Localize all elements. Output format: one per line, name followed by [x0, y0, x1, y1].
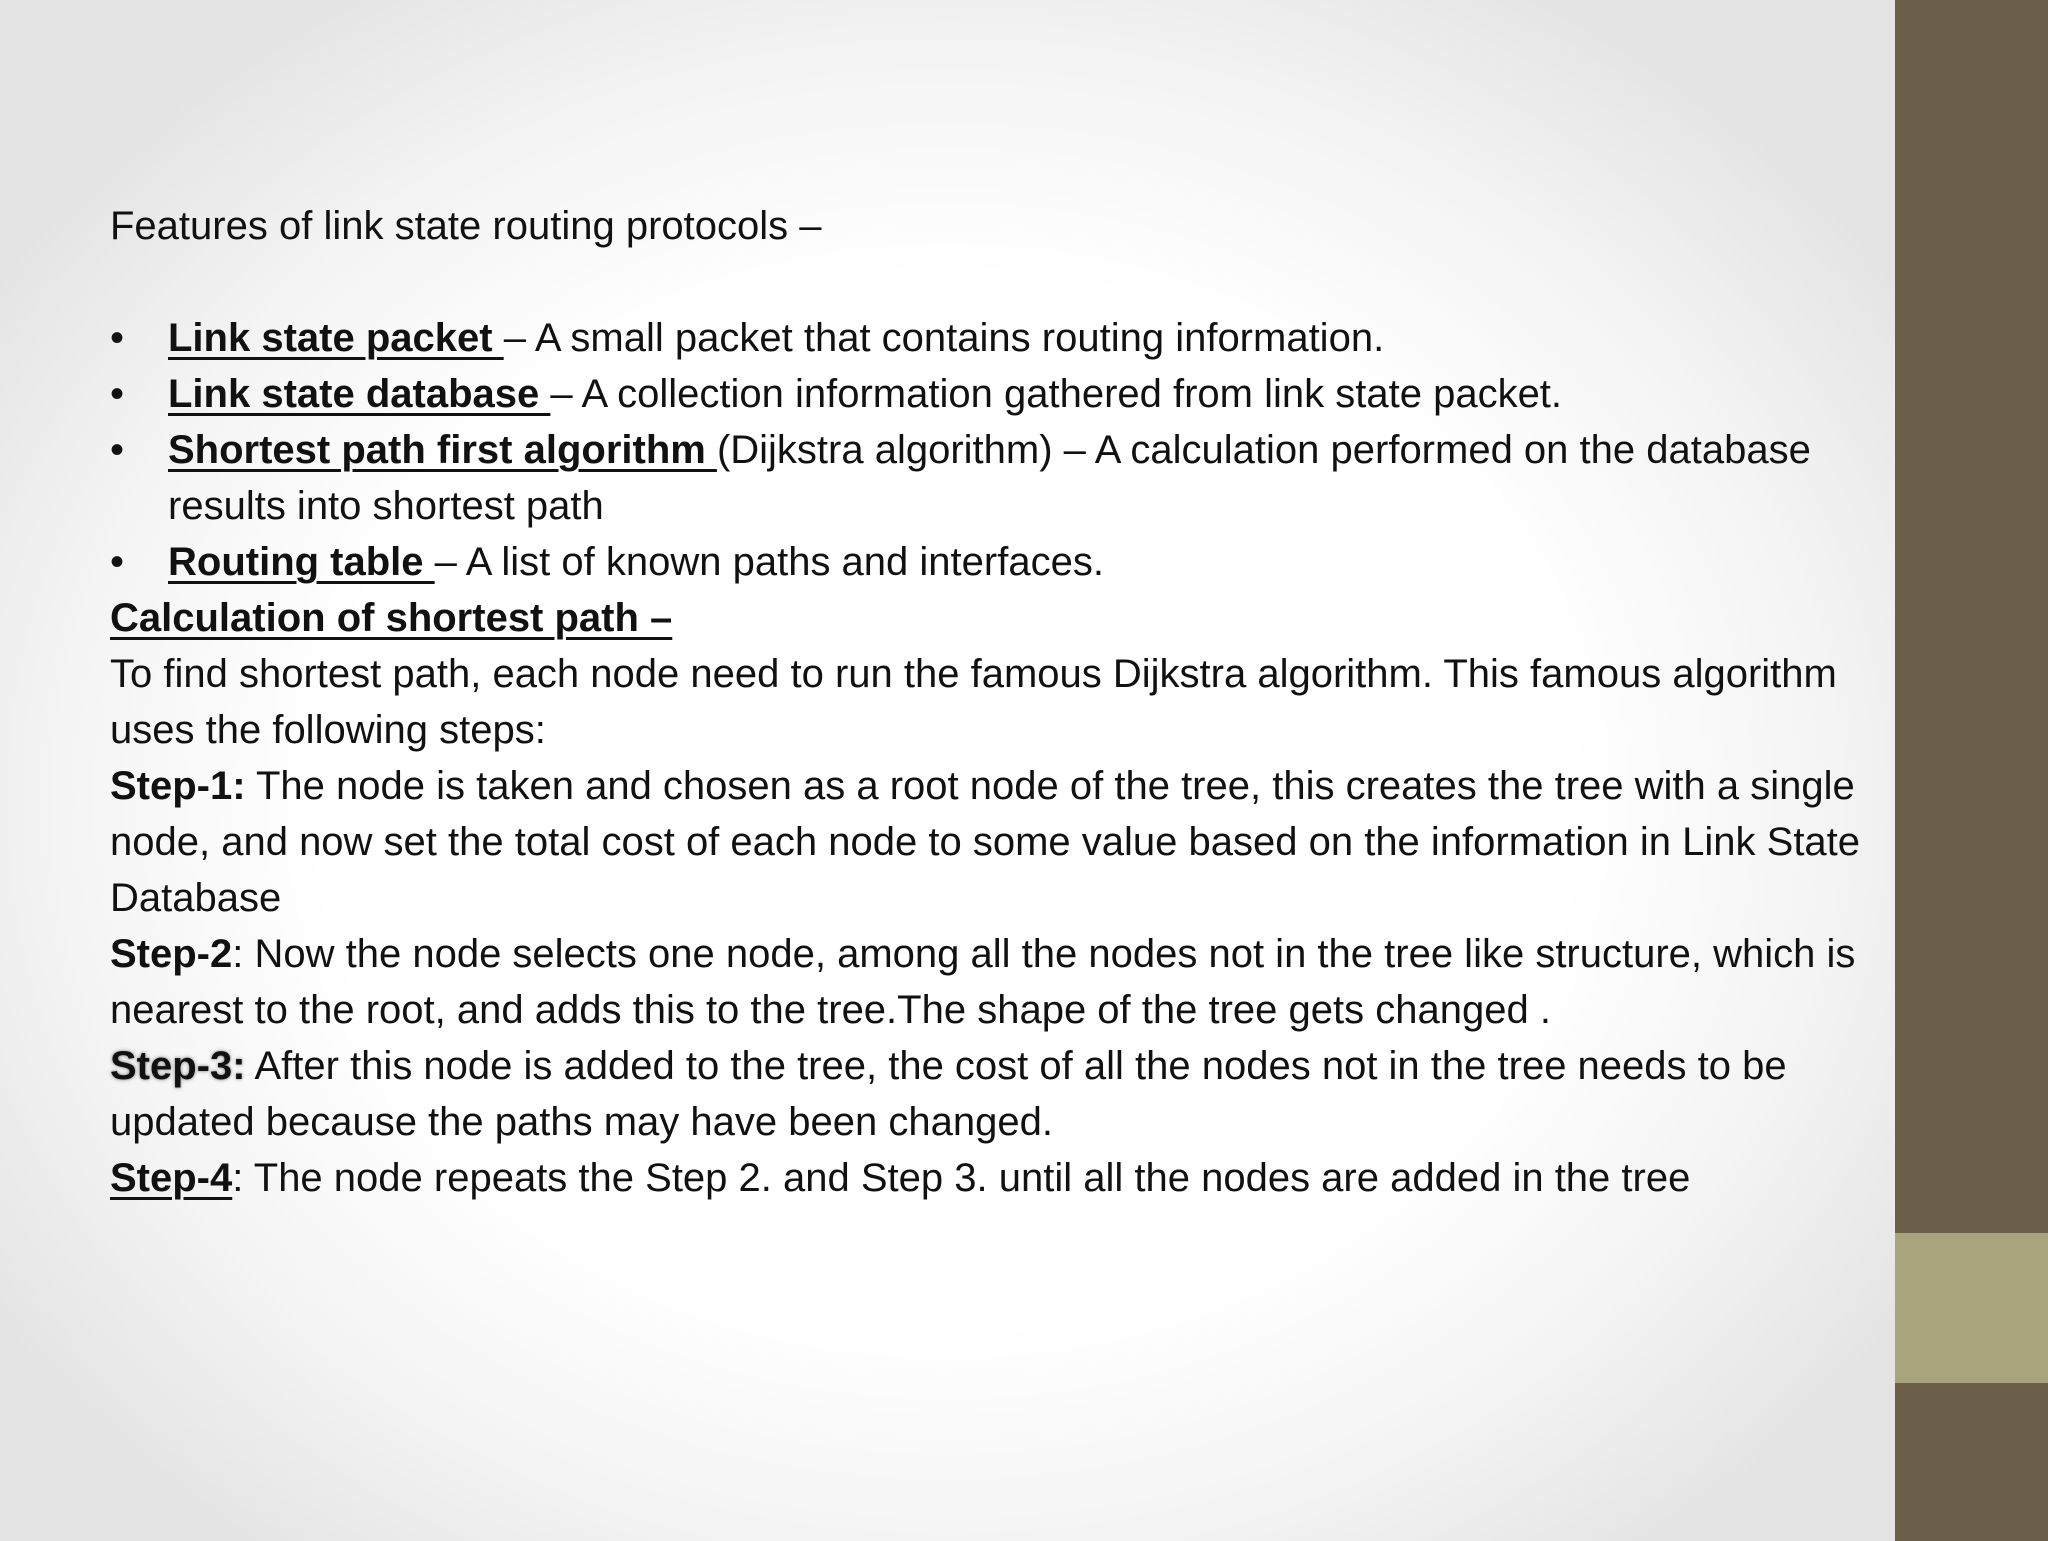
feature-term: Shortest path first algorithm — [168, 428, 717, 472]
bullet-icon: • — [110, 316, 125, 360]
list-item — [110, 366, 1880, 422]
step-paragraph — [110, 1038, 1880, 1150]
step-label: Step-3: — [110, 1044, 246, 1088]
feature-description: – A collection information gathered from link state packet. — [550, 372, 1563, 416]
feature-term: Link state packet — [168, 316, 504, 360]
intro-paragraph: To find shortest path, each node need to run the famous Dijkstra algorithm. This famous algorithm uses the following steps: — [110, 652, 1837, 752]
feature-term: Link state database — [168, 372, 551, 416]
list-item — [110, 422, 1880, 534]
step-paragraph — [110, 1150, 1880, 1206]
calculation-heading — [110, 590, 1880, 646]
step-text: : Now the node selects one node, among all the nodes not in the tree like structure, which is nearest to the root, and adds this to the tree.The shape of the tree gets changed . — [110, 932, 1856, 1032]
list-item — [110, 534, 1880, 590]
list-item — [110, 310, 1880, 366]
slide-content — [110, 198, 1880, 1206]
step-text: : The node repeats the Step 2. and Step 3. until all the nodes are added in the tree — [232, 1156, 1691, 1200]
step-paragraph — [110, 758, 1880, 926]
step-paragraph — [110, 926, 1880, 1038]
feature-description: – A list of known paths and interfaces. — [434, 540, 1104, 584]
feature-description: (Dijkstra algorithm) – A calculation performed on the database results into shortest path — [168, 428, 1811, 528]
bullet-icon: • — [110, 372, 125, 416]
bullet-icon: • — [110, 540, 125, 584]
bullet-icon: • — [110, 428, 125, 472]
step-text: After this node is added to the tree, the cost of all the nodes not in the tree needs to be updated because the paths may have been changed. — [110, 1044, 1787, 1144]
feature-term: Routing table — [168, 540, 435, 584]
step-text: The node is taken and chosen as a root node of the tree, this creates the tree with a single node, and now set the total cost of each node to some value based on the information in Link State Database — [110, 764, 1861, 920]
step-label: Step-2 — [110, 932, 233, 976]
features-heading: Features of link state routing protocols – — [110, 204, 822, 248]
sidebar-accent-block — [1895, 1233, 2048, 1383]
step-label: Step-1: — [110, 764, 246, 808]
features-list — [110, 310, 1880, 590]
feature-description: – A small packet that contains routing information. — [503, 316, 1385, 360]
calculation-heading-text: Calculation of shortest path – — [110, 596, 673, 640]
step-label: Step-4 — [110, 1156, 233, 1200]
